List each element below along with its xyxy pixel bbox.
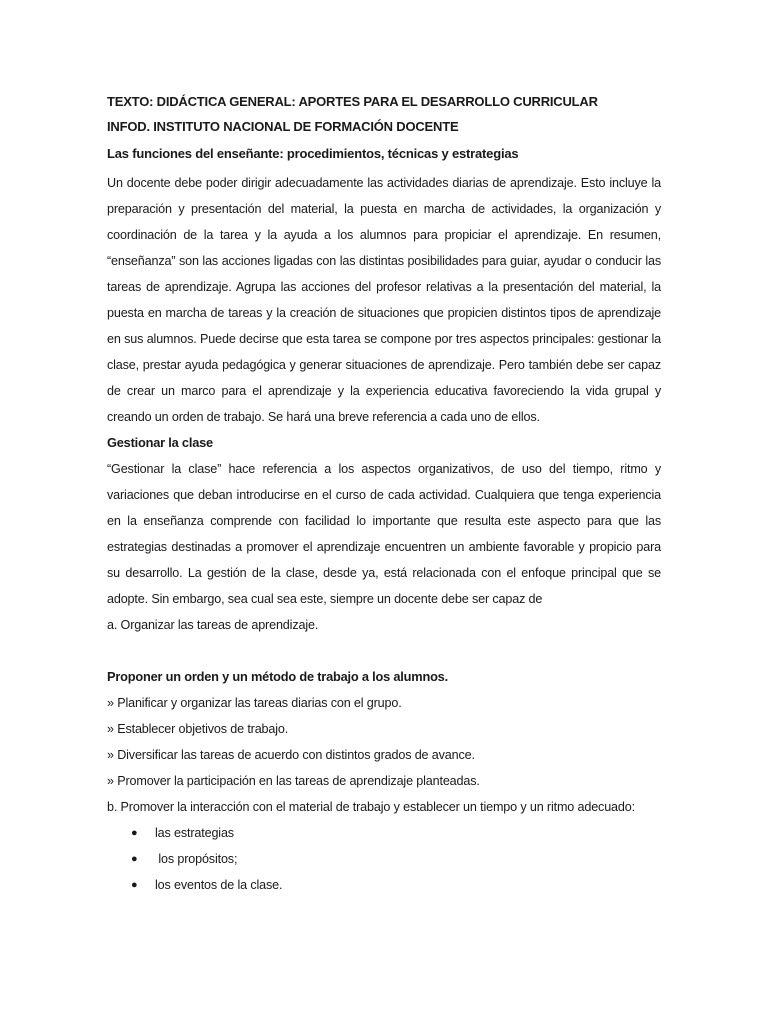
bullet-list [107,820,661,898]
intro-paragraph: Un docente debe poder dirigir adecuadamente las actividades diarias de aprendizaje. Esto incluye la preparación y presentación del material, la puesta en marcha de actividades, la organización y coordinación de la tarea y la ayuda a los alumnos para propiciar el aprendizaje. En resumen, “enseñanza” son las acciones ligadas con las distintas posibilidades para guiar, ayudar o conducir las tareas de aprendizaje. Agrupa las acciones del profesor relativas a la presentación del material, la puesta en marcha de tareas y la creación de situaciones que propicien distintos tipos de aprendizaje en sus alumnos. Puede decirse que esta tarea se compone por tres aspectos principales: gestionar la clase, prestar ayuda pedagógica y generar situaciones de aprendizaje. Pero también debe ser capaz de crear un marco para el aprendizaje y la experiencia educativa favoreciendo la vida grupal y creando un orden de trabajo. Se hará una breve referencia a cada uno de ellos. [107,176,661,424]
bullet-text: los eventos de la clase. [155,878,283,892]
item-b: b. Promover la interacción con el material de trabajo y establecer un tiempo y un ritmo adecuado: [107,800,635,814]
document-source-title: TEXTO: DIDÁCTICA GENERAL: APORTES PARA EL DESARROLLO CURRICULAR [107,94,598,109]
section-heading: Las funciones del enseñante: procedimientos, técnicas y estrategias [107,146,519,161]
list-item: » Diversificar las tareas de acuerdo con distintos grados de avance. [107,748,475,762]
gestionar-paragraph: “Gestionar la clase” hace referencia a los aspectos organizativos, de uso del tiempo, ritmo y variaciones que deban introducirse en el curso de cada actividad. Cualquiera que tenga experiencia en la enseñanza comprende con facilidad lo importante que resulta este aspecto para que las estrategias destinadas a promover el aprendizaje encuentren un ambiente favorable y propicio para su desarrollo. La gestión de la clase, desde ya, está relacionada con el enfoque principal que se adopte. Sin embargo, sea cual sea este, siempre un docente debe ser capaz de [107,462,661,606]
document-institution: INFOD. INSTITUTO NACIONAL DE FORMACIÓN DOCENTE [107,119,459,134]
bullet-item [107,872,661,898]
bullet-item [107,820,661,846]
bullet-dot-icon: ● [131,853,138,865]
list-item: » Promover la participación en las tareas de aprendizaje planteadas. [107,774,480,788]
proponer-heading: Proponer un orden y un método de trabajo a los alumnos. [107,669,448,684]
bullet-text: los propósitos; [155,852,238,866]
item-a: a. Organizar las tareas de aprendizaje. [107,618,319,632]
blank-line [107,638,661,664]
gestionar-heading: Gestionar la clase [107,435,213,450]
bullet-text: las estrategias [155,826,234,840]
bullet-dot-icon: ● [131,827,138,839]
list-item: » Planificar y organizar las tareas diarias con el grupo. [107,696,402,710]
bullet-dot-icon: ● [131,879,138,891]
list-item: » Establecer objetivos de trabajo. [107,722,289,736]
bullet-item [107,846,661,872]
